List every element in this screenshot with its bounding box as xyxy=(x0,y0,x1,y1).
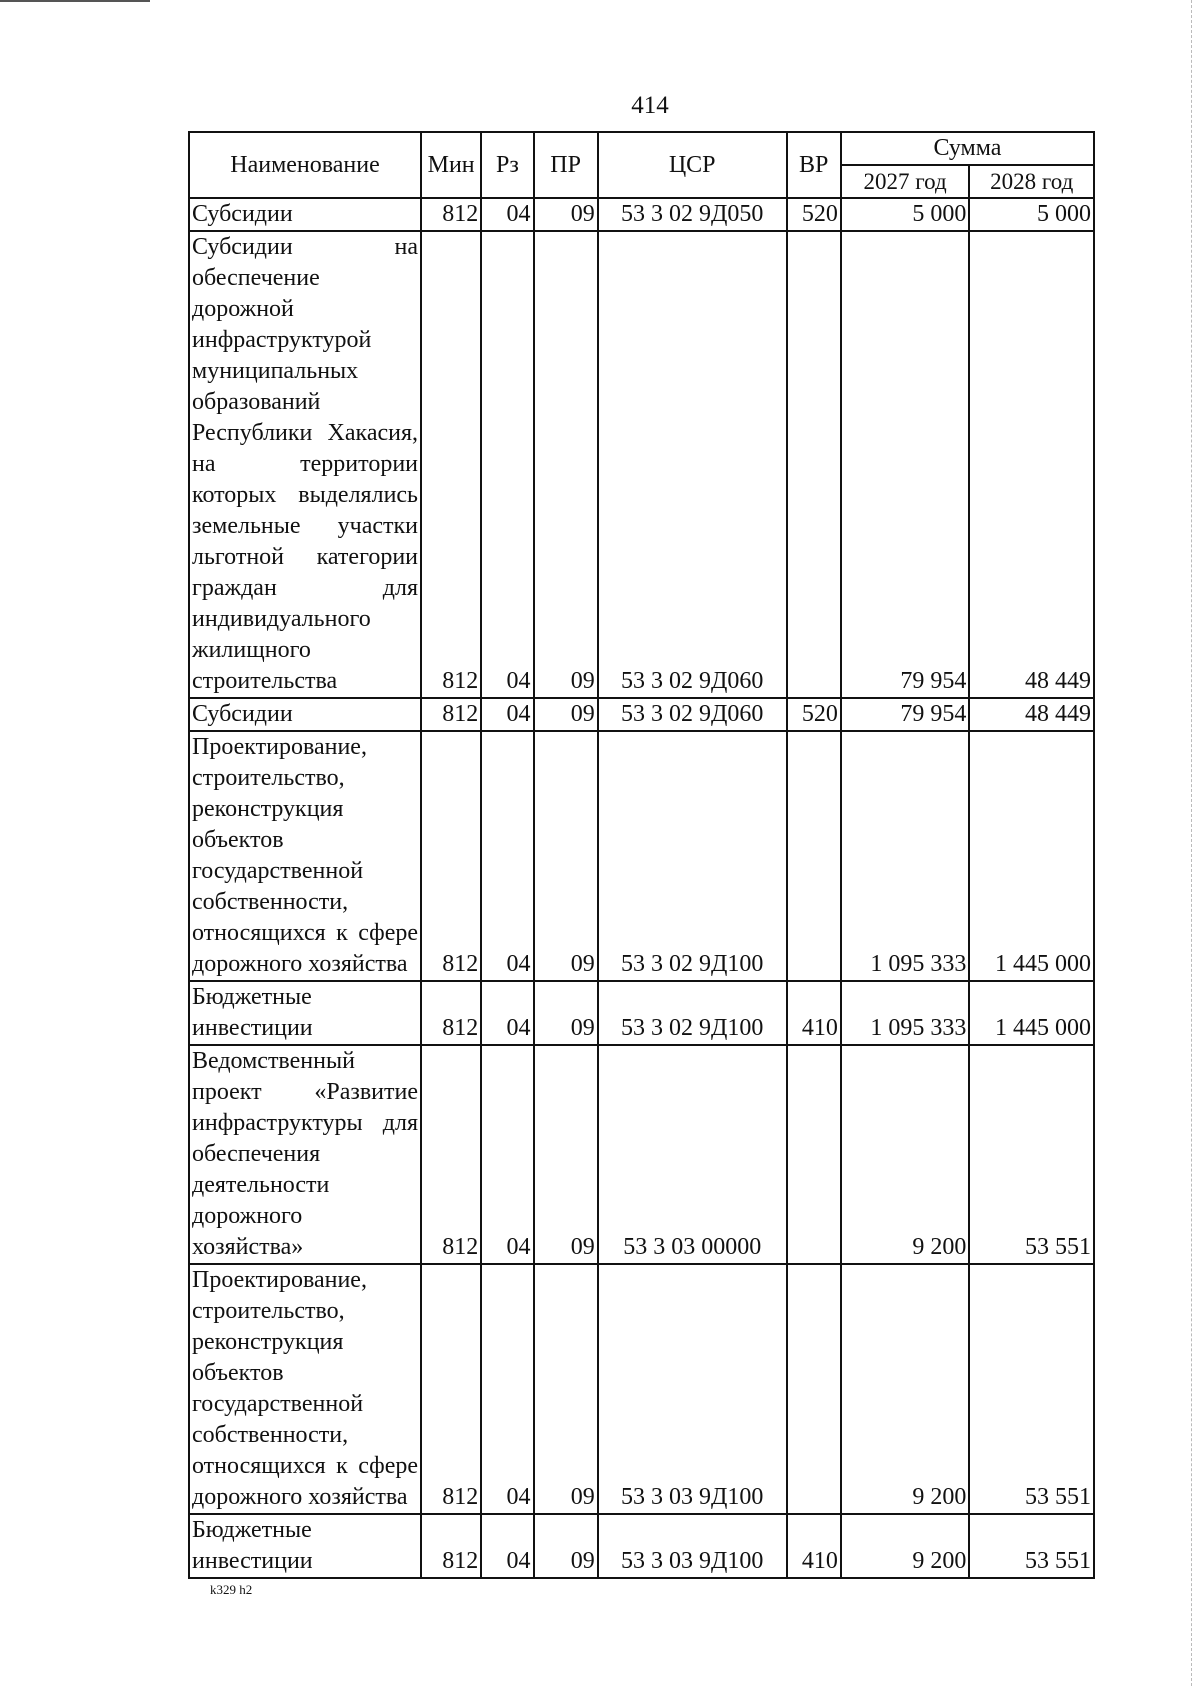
cell-2027: 9 200 xyxy=(841,1264,970,1514)
cell-2027: 9 200 xyxy=(841,1514,970,1578)
budget-table xyxy=(188,131,1095,1579)
cell-2028: 5 000 xyxy=(969,198,1094,231)
cell-2028: 53 551 xyxy=(969,1045,1094,1264)
table-row xyxy=(189,1045,1094,1264)
cell-csr: 53 3 03 9Д100 xyxy=(598,1264,787,1514)
cell-min: 812 xyxy=(421,731,481,981)
cell-2028: 53 551 xyxy=(969,1264,1094,1514)
cell-name: Субсидии на обеспечение дорожной инфраструктурой муниципальных образований Республики Хакасия, на территории которых выделялись земельные участки льготной категории граждан для индивидуального жилищного строительства xyxy=(189,231,421,698)
cell-2028: 48 449 xyxy=(969,231,1094,698)
cell-vr: 410 xyxy=(787,1514,841,1578)
header-pr: ПР xyxy=(534,132,598,198)
footer-code: k329 h2 xyxy=(210,1582,253,1597)
cell-min: 812 xyxy=(421,698,481,731)
cell-2028: 1 445 000 xyxy=(969,981,1094,1045)
cell-name: Проектирование, строительство, реконструкция объектов государственной собственности, относящихся к сфере дорожного хозяйства xyxy=(189,1264,421,1514)
cell-pr: 09 xyxy=(534,1514,598,1578)
cell-csr: 53 3 02 9Д100 xyxy=(598,731,787,981)
cell-csr: 53 3 02 9Д100 xyxy=(598,981,787,1045)
cell-2028: 1 445 000 xyxy=(969,731,1094,981)
cell-vr: 520 xyxy=(787,698,841,731)
header-rz: Рз xyxy=(481,132,533,198)
cell-pr: 09 xyxy=(534,698,598,731)
header-csr: ЦСР xyxy=(598,132,787,198)
cell-name: Ведомственный проект «Развитие инфраструктуры для обеспечения деятельности дорожного хозяйства» xyxy=(189,1045,421,1264)
cell-vr: 410 xyxy=(787,981,841,1045)
cell-2028: 53 551 xyxy=(969,1514,1094,1578)
cell-2027: 79 954 xyxy=(841,698,970,731)
cell-rz: 04 xyxy=(481,231,533,698)
cell-name: Бюджетные инвестиции xyxy=(189,1514,421,1578)
cell-2027: 1 095 333 xyxy=(841,731,970,981)
table-row xyxy=(189,731,1094,981)
header-name: Наименование xyxy=(189,132,421,198)
page-number: 414 xyxy=(631,92,669,119)
cell-2027: 79 954 xyxy=(841,231,970,698)
cell-min: 812 xyxy=(421,198,481,231)
header-vr: ВР xyxy=(787,132,841,198)
cell-vr xyxy=(787,1045,841,1264)
cell-csr: 53 3 03 9Д100 xyxy=(598,1514,787,1578)
scan-border-mark xyxy=(0,0,150,2)
cell-csr: 53 3 02 9Д060 xyxy=(598,698,787,731)
table-row xyxy=(189,198,1094,231)
cell-vr xyxy=(787,1264,841,1514)
header-year-2028: 2028 год xyxy=(969,165,1094,198)
cell-pr: 09 xyxy=(534,981,598,1045)
cell-name: Проектирование, строительство, реконструкция объектов государственной собственности, относящихся к сфере дорожного хозяйства xyxy=(189,731,421,981)
cell-pr: 09 xyxy=(534,1264,598,1514)
cell-rz: 04 xyxy=(481,731,533,981)
cell-vr xyxy=(787,731,841,981)
cell-min: 812 xyxy=(421,981,481,1045)
cell-2027: 1 095 333 xyxy=(841,981,970,1045)
table-row xyxy=(189,1264,1094,1514)
cell-rz: 04 xyxy=(481,1514,533,1578)
cell-rz: 04 xyxy=(481,198,533,231)
table-row xyxy=(189,698,1094,731)
cell-pr: 09 xyxy=(534,231,598,698)
cell-pr: 09 xyxy=(534,731,598,981)
table-row xyxy=(189,981,1094,1045)
cell-2027: 9 200 xyxy=(841,1045,970,1264)
cell-csr: 53 3 03 00000 xyxy=(598,1045,787,1264)
header-year-2027: 2027 год xyxy=(841,165,970,198)
cell-name: Субсидии xyxy=(189,198,421,231)
cell-rz: 04 xyxy=(481,981,533,1045)
cell-pr: 09 xyxy=(534,1045,598,1264)
table-row xyxy=(189,231,1094,698)
cell-min: 812 xyxy=(421,1514,481,1578)
cell-csr: 53 3 02 9Д060 xyxy=(598,231,787,698)
cell-min: 812 xyxy=(421,1264,481,1514)
cell-pr: 09 xyxy=(534,198,598,231)
cell-rz: 04 xyxy=(481,1264,533,1514)
cell-2027: 5 000 xyxy=(841,198,970,231)
cell-vr: 520 xyxy=(787,198,841,231)
header-min: Мин xyxy=(421,132,481,198)
cell-vr xyxy=(787,231,841,698)
header-sum: Сумма xyxy=(841,132,1094,165)
cell-name: Субсидии xyxy=(189,698,421,731)
cell-min: 812 xyxy=(421,231,481,698)
table-body xyxy=(189,198,1094,1578)
cell-rz: 04 xyxy=(481,1045,533,1264)
table-row xyxy=(189,1514,1094,1578)
cell-rz: 04 xyxy=(481,698,533,731)
cell-2028: 48 449 xyxy=(969,698,1094,731)
cell-csr: 53 3 02 9Д050 xyxy=(598,198,787,231)
table-header xyxy=(189,132,1094,198)
scan-edge-line xyxy=(1190,0,1192,1686)
cell-min: 812 xyxy=(421,1045,481,1264)
cell-name: Бюджетные инвестиции xyxy=(189,981,421,1045)
